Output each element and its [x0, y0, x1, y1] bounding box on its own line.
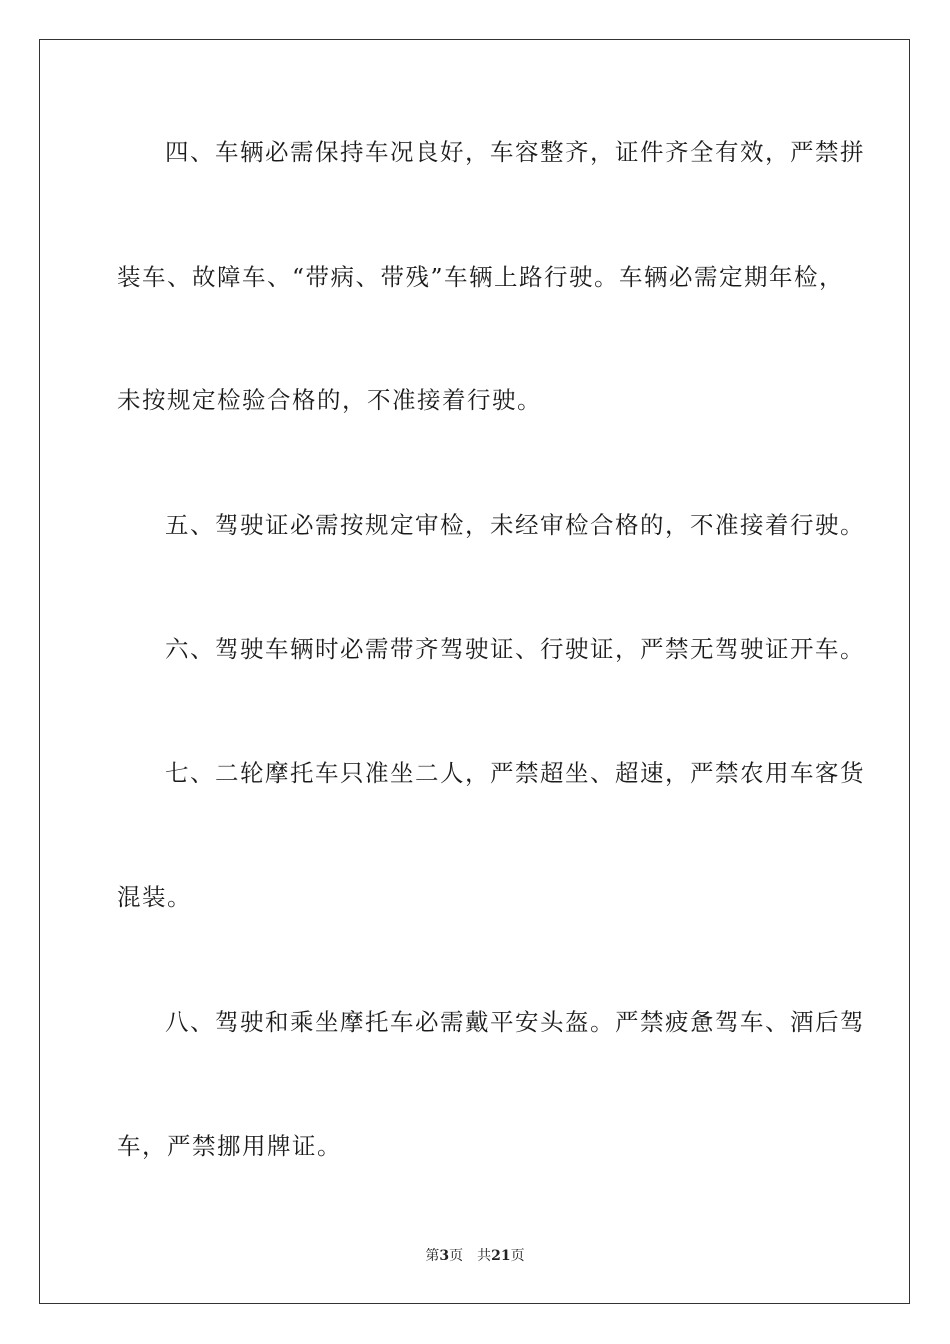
page-number: 3	[439, 1248, 450, 1264]
page-footer	[0, 1247, 950, 1265]
paragraph-4-line-3: 未按规定检验合格的，不准接着行驶。	[117, 386, 542, 414]
paragraph-4-line-1: 四、车辆必需保持车况良好，车容整齐，证件齐全有效，严禁拼	[165, 138, 865, 166]
total-suffix: 页	[510, 1248, 525, 1264]
paragraph-7-line-2: 混装。	[117, 883, 192, 911]
page-prefix: 第	[425, 1248, 440, 1264]
page-border	[39, 39, 910, 1304]
paragraph-8-line-2: 车，严禁挪用牌证。	[117, 1132, 342, 1160]
paragraph-8-line-1: 八、驾驶和乘坐摩托车必需戴平安头盔。严禁疲惫驾车、酒后驾	[165, 1008, 865, 1036]
paragraph-6-line-1: 六、驾驶车辆时必需带齐驾驶证、行驶证，严禁无驾驶证开车。	[165, 635, 865, 663]
paragraph-7-line-1: 七、二轮摩托车只准坐二人，严禁超坐、超速，严禁农用车客货	[165, 759, 865, 787]
paragraph-5-line-1: 五、驾驶证必需按规定审检，未经审检合格的，不准接着行驶。	[165, 511, 865, 539]
total-prefix: 共	[477, 1248, 492, 1264]
total-pages: 21	[491, 1248, 511, 1264]
paragraph-4-line-2: 装车、故障车、“带病、带残”车辆上路行驶。车辆必需定期年检，	[117, 263, 845, 291]
page-suffix: 页	[449, 1248, 464, 1264]
